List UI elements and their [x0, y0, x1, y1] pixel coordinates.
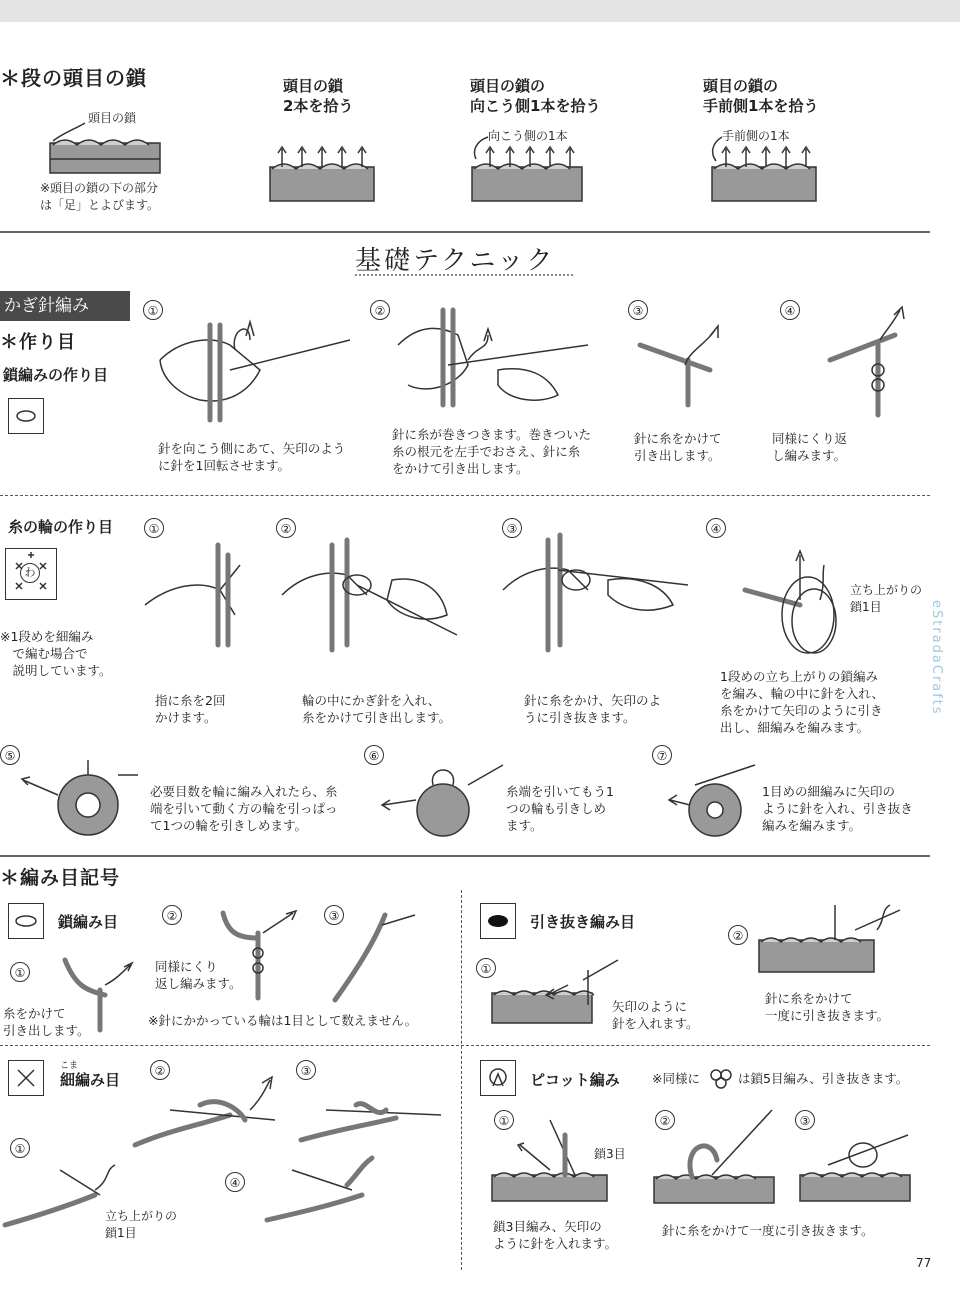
single-crochet-s3-num: ③ [296, 1060, 316, 1080]
chain-step-4-illustration [820, 305, 920, 420]
chain-stitch-s1-num: ① [10, 962, 30, 982]
slip-stitch-s2-num: ② [728, 925, 748, 945]
ring-step-3-text: 針に糸をかけ、矢印のよ うに引き抜きます。 [524, 693, 662, 725]
single-crochet-name: 細編み目 [60, 1071, 121, 1089]
chain-step-2-num: ② [370, 300, 390, 320]
picot-s1-label: 鎖3目 [594, 1147, 626, 1161]
ring-step-2-text: 輪の中にかぎ針を入れ、 糸をかけて引き出します。 [302, 693, 452, 725]
picot-s2-illustration [652, 1105, 782, 1205]
main-title: 基礎テクニック [355, 246, 556, 276]
page-number: 77 [916, 1256, 932, 1270]
note-foot: ※頭目の鎖の下の部分 は「足」とよびます。 [40, 181, 160, 212]
chain-stitch-s3-illustration [320, 910, 420, 1010]
col2-illustration [468, 135, 588, 205]
slip-stitch-s2-text: 針に糸をかけて 一度に引き抜きます。 [765, 991, 890, 1023]
single-crochet-s2-num: ② [150, 1060, 170, 1080]
picot-s1-text: 鎖3目編み、矢印の ように針を入れます。 [493, 1219, 618, 1251]
chain-head-illustration [45, 115, 165, 175]
chain-oval-icon [14, 914, 38, 928]
chain-stitch-s3-num: ③ [324, 905, 344, 925]
ring-step-4-label: 立ち上がりの 鎖1目 [850, 583, 923, 614]
ring-symbol-icon [6, 549, 56, 599]
ring-step-2-illustration [272, 535, 462, 655]
picot-note-post: は鎖5目編み、引き抜きます。 [738, 1071, 909, 1086]
slip-stitch-name: 引き抜き編み目 [530, 913, 636, 931]
ring-step-7-illustration [665, 755, 765, 845]
chain-step-4-num: ④ [780, 300, 800, 320]
col2-title: 頭目の鎖の 向こう側1本を拾う [470, 77, 601, 115]
divider-2 [0, 495, 930, 496]
slip-stitch-s2-illustration [755, 900, 905, 980]
picot-icon [486, 1066, 510, 1090]
ring-step-3-num: ③ [502, 518, 522, 538]
picot-loop-icon [708, 1066, 734, 1090]
ring-step-1-num: ① [144, 518, 164, 538]
picot-name: ピコット編み [530, 1071, 620, 1089]
slip-stitch-s1-num: ① [476, 958, 496, 978]
slip-dot-icon [486, 914, 510, 928]
ring-step-6-illustration [378, 755, 508, 845]
chain-step-3-num: ③ [628, 300, 648, 320]
symbols-title: ＊編み目記号 [0, 867, 121, 889]
ring-step-5-illustration [18, 755, 148, 845]
ring-step-1-illustration [140, 535, 260, 650]
chain-stitch-s1-text: 糸をかけて 引き出します。 [3, 1006, 90, 1038]
ring-step-5-text: 必要目数を輪に編み入れたら、糸 端を引いて動く方の輪を引っぱっ て1つの輪を引きしめます。 [150, 784, 338, 833]
chain-step-3-illustration [630, 320, 730, 410]
single-crochet-s4-illustration [262, 1150, 382, 1230]
tab-crochet: かぎ針編み [0, 291, 130, 321]
slip-stitch-s1-illustration [488, 955, 623, 1035]
col2-label: 向こう側の1本 [488, 129, 568, 143]
chain-stitch-note: ※針にかかっている輪は1目として数えません。 [148, 1013, 418, 1028]
chain-oval-icon [15, 409, 37, 423]
section-title-chain-head: ＊段の頭目の鎖 [0, 66, 147, 90]
single-crochet-symbol-box [8, 1060, 44, 1096]
chain-stitch-s2-num: ② [162, 905, 182, 925]
title-underline [355, 274, 573, 276]
single-crochet-ruby: こま [60, 1061, 79, 1071]
picot-note-pre: ※同様に [652, 1071, 700, 1086]
chain-step-3-text: 針に糸をかけて 引き出します。 [634, 431, 722, 463]
chain-step-1-text: 針を向こう側にあて、矢印のよう に針を1回転させます。 [158, 441, 346, 473]
ring-symbol-center: わ [20, 563, 40, 583]
col3-illustration [708, 135, 823, 205]
sub-title-chain-foundation: 鎖編みの作り目 [3, 366, 109, 384]
label-top-chain: 頭目の鎖 [88, 111, 137, 125]
chain-step-2-text: 針に糸が巻きつきます。巻きついた 糸の根元を左手でおさえ、針に糸 をかけて引き出します。 [392, 427, 592, 476]
picot-s23-text: 針に糸をかけて一度に引き抜きます。 [662, 1223, 874, 1238]
ring-step-3-illustration [498, 530, 693, 655]
divider-1 [0, 231, 930, 233]
picot-s1-num: ① [494, 1110, 514, 1130]
col1-illustration [268, 145, 378, 205]
chain-step-4-text: 同様にくり返 し編みます。 [772, 431, 848, 463]
picot-s2-num: ② [655, 1110, 675, 1130]
slip-stitch-symbol-box [480, 903, 516, 939]
col1-title: 頭目の鎖 2本を拾う [283, 77, 354, 115]
picot-s3-illustration [798, 1115, 918, 1205]
watermark: eStradaCrafts [929, 600, 944, 716]
ring-step-4-num: ④ [706, 518, 726, 538]
top-band [0, 0, 960, 22]
ring-title: 糸の輪の作り目 [8, 518, 114, 536]
col3-title: 頭目の鎖の 手前側1本を拾う [703, 77, 819, 115]
ring-step-4-illustration [740, 545, 850, 660]
picot-s3-num: ③ [795, 1110, 815, 1130]
chain-stitch-s2-illustration [218, 908, 308, 1003]
ring-symbol-box [5, 548, 57, 600]
chain-step-1-illustration [150, 310, 360, 430]
chain-stitch-symbol-box [8, 903, 44, 939]
single-crochet-s4-num: ④ [225, 1172, 245, 1192]
single-crochet-s3-illustration [296, 1080, 446, 1150]
ring-step-4-text: 1段めの立ち上がりの鎖編み を編み、輪の中に針を入れ、 糸をかけて矢印のように引き 出し、細編みを編みます。 [720, 669, 885, 735]
ring-step-7-text: 1目めの細編みに矢印の ように針を入れ、引き抜き 編みを編みます。 [762, 784, 913, 833]
single-crochet-s1-label: 立ち上がりの 鎖1目 [105, 1209, 178, 1240]
ring-step-1-text: 指に糸を2回 かけます。 [155, 693, 226, 725]
ring-note: ※1段めを細編み で編む場合で 説明しています。 [0, 629, 112, 678]
divider-4 [0, 1045, 930, 1046]
chain-symbol-box [8, 398, 44, 434]
picot-symbol-box [480, 1060, 516, 1096]
single-crochet-s2-illustration [130, 1075, 280, 1155]
chain-step-1-num: ① [143, 300, 163, 320]
vertical-divider [461, 890, 462, 1270]
ring-step-7-num: ⑦ [652, 745, 672, 765]
ring-step-6-num: ⑥ [364, 745, 384, 765]
single-crochet-s1-num: ① [10, 1138, 30, 1158]
chain-stitch-name: 鎖編み目 [58, 913, 119, 931]
cross-icon [14, 1066, 38, 1090]
slip-stitch-s1-text: 矢印のように 針を入れます。 [612, 999, 699, 1031]
chain-step-2-illustration [388, 305, 598, 420]
ring-step-2-num: ② [276, 518, 296, 538]
sub-title-foundation: ＊作り目 [0, 332, 76, 353]
chain-stitch-s2-text: 同様にくり 返し編みます。 [155, 959, 242, 991]
ring-step-6-text: 糸端を引いてもう1 つの輪も引きしめ ます。 [506, 784, 614, 833]
ring-step-5-num: ⑤ [0, 745, 20, 765]
divider-3 [0, 855, 930, 857]
col3-label: 手前側の1本 [722, 129, 790, 143]
